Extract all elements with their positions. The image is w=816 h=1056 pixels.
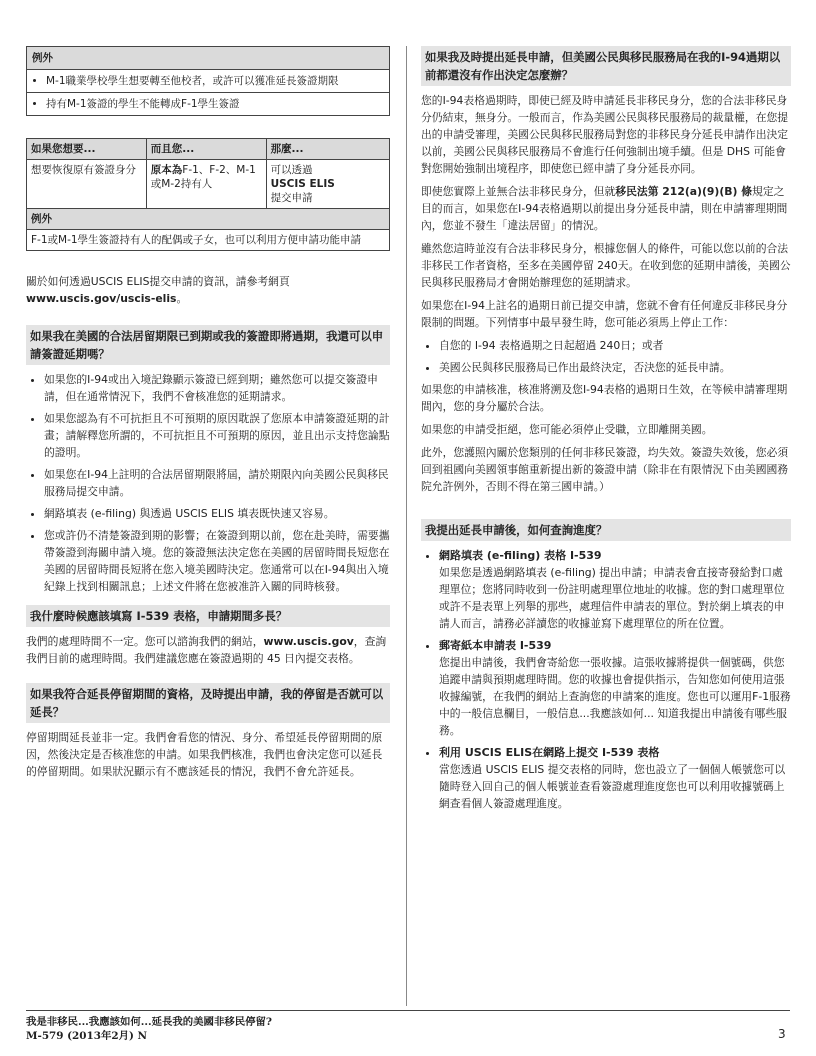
column-divider [406, 46, 407, 1006]
right-column [421, 46, 791, 817]
list-item-paper: • 郵寄紙本申請表 I-539 您提出申請後，我們會寄給您一張收據。這張收據將提供一個號碼，供您追蹤申請與預期處理時間。您的收據也會提供指示，告知您如何使用這張收據編號，在我們的網站上查詢您的申請案的進度。您也可以運用F-1服務中的一般信息欄目，一般信息...我應該如何... 知道我提出申請後有哪些服務。 [439, 637, 791, 739]
list-item: • 如果您認為有不可抗拒且不可預期的原因耽誤了您原本申請簽證延期的計畫；請解釋您所謂的，不可抗拒且不可預期的原因，並且出示支持您論點的證明。 [44, 410, 390, 461]
no-decision-paragraph-1: 您的I-94表格過期時，即使已經及時申請延長非移民身分，您的合法非移民身分仍結束，無身分。一般而言，作為美國公民與移民服務局的裁量權，在您提出的申請受審理，美國公民與移民服務局對您的非移民身分延長申請作出決定以前，美國公民與移民服務局不會進行任何強制出境手續。但是 DHS 可能會對您開始強制出境程序，即使您已經申請了身分延長亦同。 [421, 94, 789, 175]
exception-item-1: • M-1職業學校學生想要轉至他校者，或許可以獲准延長簽證期限 [27, 70, 390, 93]
no-decision-paragraph-3: 雖然您這時並沒有合法非移民身分，根據您個人的條件，可能以您以前的合法非移民工作者資格，至多在美國停留 240天。在收到您的延期申請後，美國公民與移民服務局才會開始辦理您的延期請求。 [421, 242, 791, 289]
approved-paragraph: 如果您的申請核准，核准將溯及您I-94表格的過期日生效，在等候申請審理期間內，您的身分屬於合法。 [421, 383, 788, 413]
eligible-extend-paragraph: 停留期間延長並非一定。我們會看您的情況、身分、希望延長停留期間的原因，然後決定是否核准您的申請。如果我們核准，我們也會決定您可以延長的停留期間。如果狀況顯示有不應該延長的情況，我們不會允許延長。 [26, 731, 383, 778]
no-decision-paragraph-4: 如果您在I-94上註名的過期日前已提交申請，您就不會有任何違反非移民身分限制的問題。下列情事中最早發生時，您可能必須馬上停止工作： [421, 299, 788, 329]
section-heading-no-decision: 如果我及時提出延長申請，但美國公民與移民服務局在我的I-94過期以前都還沒有作出決定怎麼辦？ [421, 46, 791, 86]
table-exception-header: 例外 [27, 209, 390, 230]
section-heading-check-status: 我提出延長申請後，如何查詢進度？ [421, 519, 791, 541]
expired-stay-list [26, 371, 390, 595]
table-cell-then: 可以透過 USCIS ELIS 提交申請 [266, 160, 389, 209]
left-column [26, 46, 390, 786]
footer-form-number: M-579 (2013年2月) N [26, 1030, 147, 1042]
elis-url-link[interactable]: www.uscis.gov/uscis-elis [26, 292, 177, 305]
table-cell-and: 原本為F-1、F-2、M-1或M-2持有人 [146, 160, 266, 209]
list-item: • 如果您的I-94或出入境記錄顯示簽證已經到期；雖然您可以提交簽證申請，但在通常情況下，我們不會核准您的延期請求。 [44, 371, 390, 405]
no-decision-paragraph-2: 即使您實際上並無合法非移民身分，但就移民法第 212(a)(9)(B) 條規定之目的而言，如果您在I-94表格過期以前提出身分延長申請，則在申請審理期間內，您並不發生「違法居留」的情況。 [421, 185, 788, 232]
section-heading-expired-stay: 如果我在美國的合法居留期限已到期或我的簽證即將過期，我還可以申請簽證延期嗎？ [26, 325, 390, 365]
check-status-list [421, 547, 791, 812]
exception-item-2: • 持有M-1簽證的學生不能轉成F-1學生簽證 [27, 93, 390, 116]
table-cell-want: 想要恢復原有簽證身分 [27, 160, 147, 209]
list-item: • 如果您在I-94上註明的合法居留期限將屆，請於期限內向美國公民與移民服務局提交申請。 [44, 466, 390, 500]
section-heading-when-file: 我什麼時候應該填寫 I-539 表格，申請期間多長？ [26, 605, 390, 627]
exception-header: 例外 [27, 47, 390, 70]
list-item-elis: • 利用 USCIS ELIS在網路上提交 I-539 表格 當您透過 USCIS ELIS 提交表格的同時，您也設立了一個個人帳號您可以隨時登入回自己的個人帳號並查看簽證處理進度您也可以利用收據號碼上網查看個人簽證處理進度。 [439, 744, 791, 812]
section-heading-eligible-extend: 如果我符合延長停留期間的資格，及時提出申請，我的停留是否就可以延長？ [26, 683, 390, 723]
footer-rule [26, 1010, 790, 1011]
page-number: 3 [778, 1027, 786, 1041]
visa-void-paragraph: 此外，您護照內關於您類別的任何非移民簽證，均失效。簽證失效後，您必須回到祖國向美國領事館重新提出新的簽證申請（除非在有限情況下由美國國務院允許例外，否則不得在第三國申請。） [421, 446, 789, 493]
restore-status-table [26, 138, 390, 251]
elis-info-paragraph: 關於如何透過USCIS ELIS提交申請的資訊，請參考網頁 www.uscis.gov/uscis-elis。 [26, 275, 290, 305]
uscis-url-link[interactable]: www.uscis.gov [263, 635, 354, 648]
list-item: • 自您的 I-94 表格過期之日起超過 240日；或者 [439, 337, 791, 354]
footer [26, 1015, 272, 1043]
footer-title: 我是非移民...我應該如何...延長我的美國非移民停留? [26, 1016, 272, 1028]
list-item: • 網路填表 (e-filing) 與透過 USCIS ELIS 填表既快速又容易。 [44, 505, 390, 522]
list-item: • 您或許仍不清楚簽證到期的影響；在簽證到期以前，您在赴美時，需要攜帶簽證到海關申請入境。您的簽證無法決定您在美國的居留時間長短您在美國的居留時間長短將在您入境美國時決定。您通常可以在I-94與出入境紀錄上找到相關訊息；上述文件將在您被准許入關的同時核發。 [44, 527, 390, 595]
list-item-efiling: • 網路填表 (e-filing) 表格 I-539 如果您是透過網路填表 (e-filing) 提出申請；申請表會直接寄發給對口處理單位；您將同時收到一份註明處理單位地址的收據。您的對口處理單位或許不是表單上列舉的那些，處理信件申請表的單位。對於網上填表的申請人而言，請務必詳讀您的收據並寫下處理單位的所在位置。 [439, 547, 791, 632]
table-exception-text: F-1或M-1學生簽證持有人的配偶或子女，也可以利用方便申請功能申請 [27, 230, 390, 251]
when-file-paragraph: 我們的處理時間不一定。您可以諮詢我們的網站，www.uscis.gov，查詢我們目前的處理時間。我們建議您應在簽證過期的 45 日內提交表格。 [26, 635, 387, 665]
table-header-want: 如果您想要... [27, 139, 147, 160]
stop-work-list [421, 337, 791, 376]
denied-paragraph: 如果您的申請受拒絕，您可能必須停止受職，立即離開美國。 [421, 423, 713, 436]
table-header-and: 而且您... [146, 139, 266, 160]
list-item: • 美國公民與移民服務局已作出最終決定，否決您的延長申請。 [439, 359, 791, 376]
table-header-then: 那麼... [266, 139, 389, 160]
exception-box-m1 [26, 46, 390, 116]
